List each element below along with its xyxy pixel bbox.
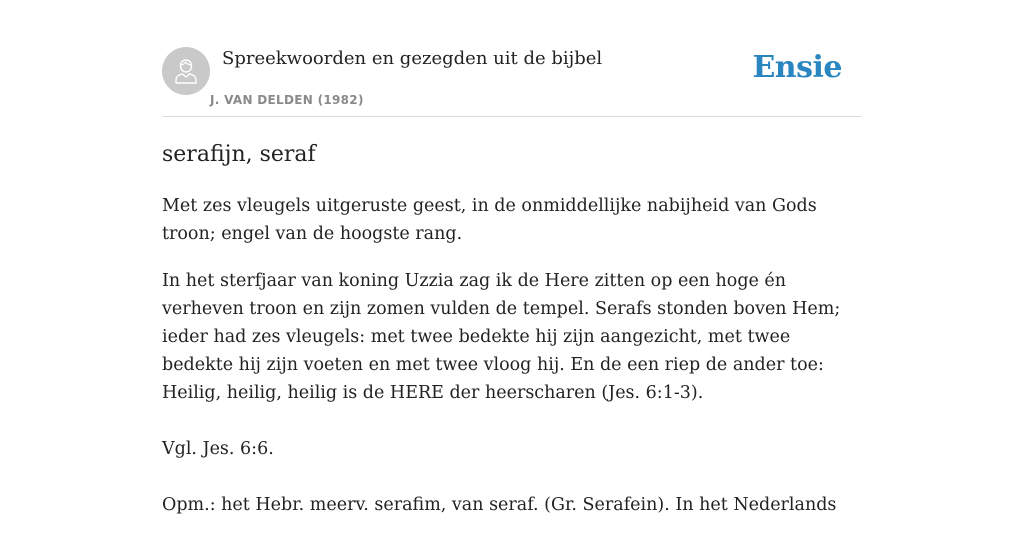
avatar[interactable] [162,47,210,95]
ensie-logo[interactable]: Ensie [752,50,842,85]
entry-title: serafijn, seraf [162,142,316,167]
source-author[interactable]: J. VAN DELDEN (1982) [210,93,364,107]
entry-content [162,192,862,538]
reference-paragraph: Vgl. Jes. 6:6. [162,439,274,459]
source-header [162,0,862,117]
user-outline-icon [171,56,201,86]
note-paragraph: Opm.: het Hebr. meerv. serafim, van seraf. (Gr. Serafein). In het Nederlands [162,495,837,515]
entry-page [162,0,862,515]
quote-paragraph: In het sterfjaar van koning Uzzia zag ik de Here zitten op een hoge én verheven troon en zijn zomen vulden de tempel. Serafs stonden boven Hem; ieder had zes vleugels: met twee bedekte hij zijn aangezicht, met twee bedekte hij zijn voeten en met twee vloog hij. En de een riep de ander toe: Heilig, heilig, heilig is de HERE der heerscharen (Jes. 6:1-3). [162,271,841,403]
source-title[interactable]: Spreekwoorden en gezegden uit de bijbel [222,48,603,69]
definition-paragraph: Met zes vleugels uitgeruste geest, in de onmiddellijke nabijheid van Gods troon; engel van de hoogste rang. [162,196,817,244]
